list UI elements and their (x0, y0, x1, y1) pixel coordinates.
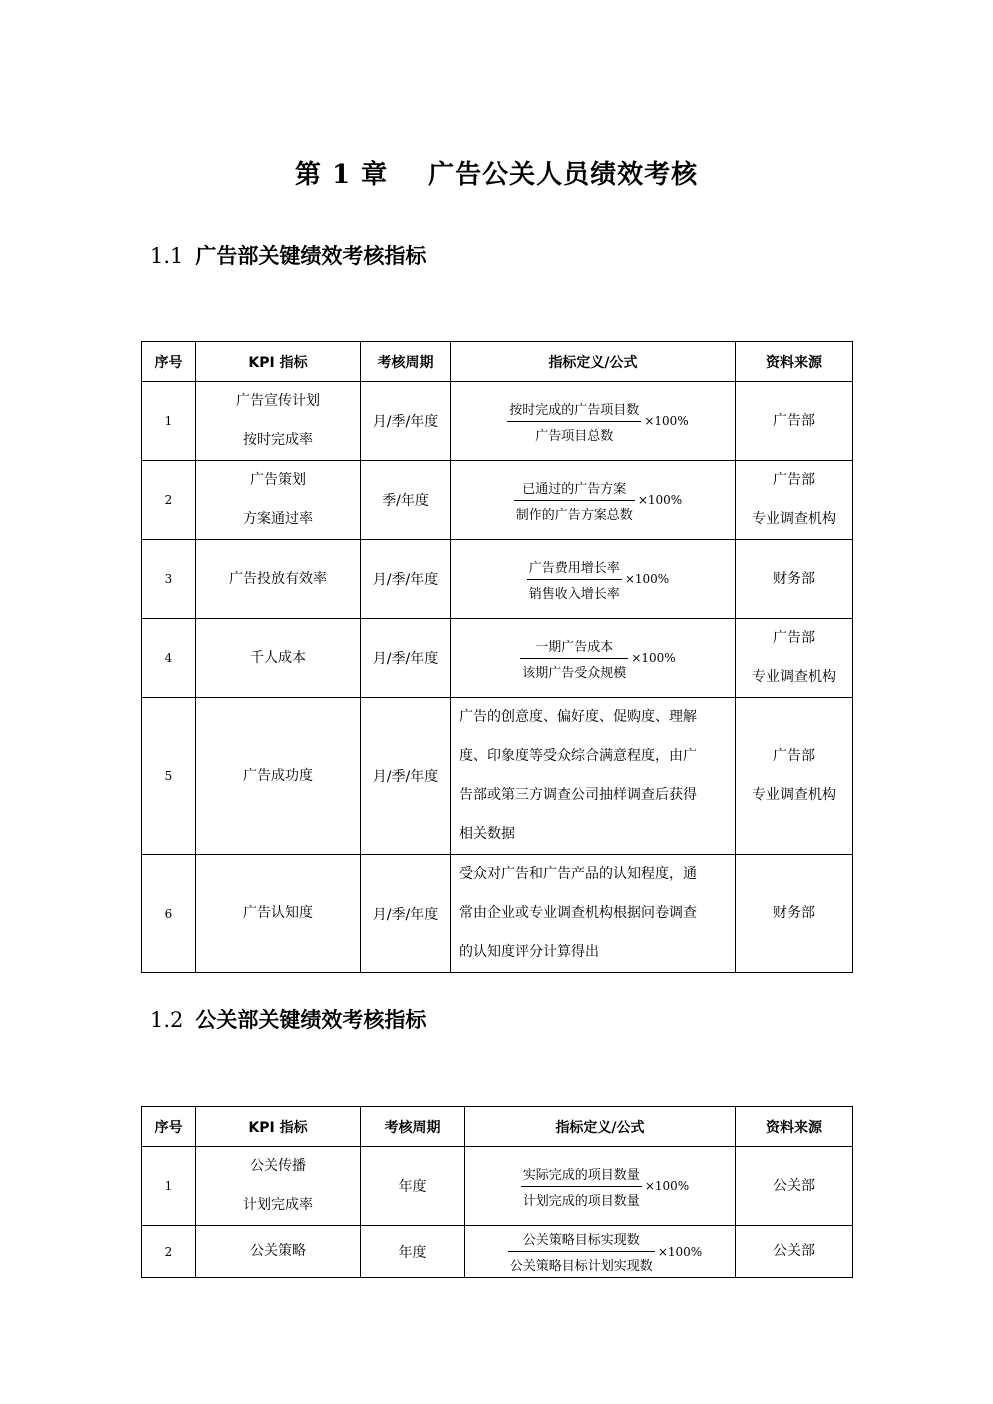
header-period: 考核周期 (361, 342, 451, 382)
definition-line: 相关数据 (459, 826, 515, 842)
chapter-name: 广告公关人员绩效考核 (428, 160, 699, 190)
formula-fraction (508, 1229, 655, 1274)
source-name-line: 公关部 (773, 1177, 815, 1194)
formula-numerator: 一期广告成本 (520, 636, 628, 659)
source-name-line: 专业调查机构 (752, 669, 836, 685)
formula (527, 557, 669, 602)
source-name (736, 1232, 852, 1271)
definition-line: 的认知度评分计算得出 (459, 944, 599, 960)
kpi-name (196, 639, 360, 678)
source-cell (736, 698, 853, 855)
header-seq: 序号 (142, 342, 196, 382)
period-value: 月/季/年度 (372, 906, 439, 923)
kpi-name-line: 广告认知度 (243, 905, 313, 921)
formula-multiplier: ×100% (644, 414, 689, 428)
chapter-number: 第 1 章 (294, 160, 389, 190)
seq-number: 4 (164, 651, 173, 665)
kpi-name-line: 方案通过率 (243, 511, 313, 527)
kpi-name-line: 广告成功度 (243, 767, 313, 784)
seq-number: 5 (164, 769, 173, 783)
source-cell (736, 382, 853, 461)
period-value: 年度 (398, 1179, 427, 1195)
period-cell (361, 1147, 465, 1226)
seq-cell (142, 461, 196, 540)
seq-number: 2 (164, 493, 173, 507)
definition-text (451, 698, 735, 854)
table-row (142, 855, 853, 973)
source-name (736, 461, 852, 539)
formula-fraction (520, 636, 628, 681)
kpi-name-line: 广告宣传计划 (236, 393, 320, 409)
kpi-name-line: 公关传播 (250, 1158, 306, 1174)
definition-cell (451, 619, 736, 698)
kpi-name (196, 382, 360, 460)
definition-text (451, 855, 735, 972)
period-value: 月/季/年度 (372, 769, 439, 785)
formula-multiplier: ×100% (644, 1179, 690, 1193)
formula-fraction (507, 399, 641, 444)
section-title-2 (150, 1004, 426, 1034)
kpi-name (196, 1232, 360, 1271)
source-name-line: 专业调查机构 (752, 787, 836, 803)
period-cell (361, 461, 451, 540)
formula-numerator: 公关策略目标实现数 (508, 1229, 655, 1252)
formula-denominator: 广告项目总数 (535, 428, 614, 444)
source-name-line: 广告部 (773, 412, 815, 429)
seq-cell (142, 382, 196, 461)
source-name-line: 财务部 (773, 570, 815, 587)
table-header-row (142, 1107, 853, 1147)
kpi-name-line: 千人成本 (250, 649, 306, 666)
source-cell (736, 1226, 853, 1278)
formula (508, 1229, 702, 1274)
formula (514, 478, 682, 523)
kpi-cell (196, 1147, 361, 1226)
kpi-name-line: 广告投放有效率 (229, 570, 327, 587)
definition-line: 受众对广告和广告产品的认知程度，通 (459, 866, 697, 882)
kpi-name (196, 757, 360, 796)
source-cell (736, 540, 853, 619)
kpi-cell (196, 540, 361, 619)
seq-cell (142, 855, 196, 973)
section-name: 广告部关键绩效考核指标 (195, 243, 427, 268)
period-cell (361, 382, 451, 461)
ad-kpi-table (141, 341, 853, 973)
seq-number: 6 (164, 906, 173, 921)
definition-cell (465, 1147, 736, 1226)
formula-multiplier: ×100% (637, 493, 683, 507)
table-row (142, 1226, 853, 1278)
source-name (736, 737, 852, 815)
formula-multiplier: ×100% (631, 651, 676, 665)
source-cell (736, 619, 853, 698)
period-cell (361, 540, 451, 619)
period-value: 年度 (398, 1244, 427, 1261)
table-row (142, 1147, 853, 1226)
formula (521, 1164, 689, 1209)
source-name-line: 公关部 (773, 1243, 815, 1259)
kpi-cell (196, 698, 361, 855)
source-cell (736, 1147, 853, 1226)
table-row (142, 619, 853, 698)
definition-cell (451, 461, 736, 540)
kpi-name (196, 894, 360, 933)
source-name-line: 广告部 (773, 630, 815, 646)
seq-number: 3 (164, 572, 173, 586)
period-cell (361, 855, 451, 973)
seq-cell (142, 619, 196, 698)
source-cell (736, 855, 853, 973)
formula-numerator: 实际完成的项目数量 (521, 1164, 642, 1187)
formula-multiplier: ×100% (624, 572, 670, 586)
seq-number: 1 (164, 1179, 173, 1193)
period-cell (361, 698, 451, 855)
formula-numerator: 按时完成的广告项目数 (507, 399, 641, 422)
formula-denominator: 销售收入增长率 (528, 586, 620, 602)
table-row (142, 461, 853, 540)
source-name-line: 广告部 (773, 472, 815, 488)
chapter-title (0, 154, 993, 191)
formula (520, 636, 675, 681)
kpi-cell (196, 382, 361, 461)
definition-cell (451, 855, 736, 973)
kpi-name-line: 计划完成率 (243, 1197, 313, 1213)
table-header-row (142, 342, 853, 382)
formula-multiplier: ×100% (657, 1244, 703, 1259)
definition-line: 告部或第三方调查公司抽样调查后获得 (459, 787, 697, 803)
table-row (142, 382, 853, 461)
period-value: 季/年度 (382, 493, 429, 509)
definition-cell (451, 382, 736, 461)
kpi-name (196, 560, 360, 599)
table-row (142, 540, 853, 619)
source-name (736, 560, 852, 599)
kpi-name (196, 461, 360, 539)
definition-cell (451, 698, 736, 855)
source-name (736, 894, 852, 933)
header-definition: 指标定义/公式 (465, 1107, 736, 1147)
source-name-line: 专业调查机构 (752, 511, 836, 527)
header-kpi: KPI 指标 (196, 342, 361, 382)
seq-cell (142, 540, 196, 619)
source-name (736, 402, 852, 441)
kpi-cell (196, 1226, 361, 1278)
header-period: 考核周期 (361, 1107, 465, 1147)
header-source: 资料来源 (736, 1107, 853, 1147)
definition-line: 常由企业或专业调查机构根据问卷调查 (459, 905, 697, 921)
formula-denominator: 计划完成的项目数量 (522, 1193, 640, 1209)
kpi-cell (196, 461, 361, 540)
source-name (736, 1167, 852, 1206)
section-title-1 (150, 240, 426, 270)
pr-kpi-table (141, 1106, 853, 1278)
formula-numerator: 已通过的广告方案 (514, 478, 635, 501)
seq-cell (142, 1147, 196, 1226)
kpi-name-line: 广告策划 (250, 472, 306, 488)
period-value: 月/季/年度 (372, 572, 439, 588)
section-name: 公关部关键绩效考核指标 (195, 1007, 427, 1032)
formula-fraction (521, 1164, 642, 1209)
seq-cell (142, 1226, 196, 1278)
kpi-name-line: 按时完成率 (243, 432, 313, 448)
period-value: 月/季/年度 (372, 414, 439, 430)
period-cell (361, 1226, 465, 1278)
table-row (142, 698, 853, 855)
header-kpi: KPI 指标 (196, 1107, 361, 1147)
definition-cell (451, 540, 736, 619)
kpi-cell (196, 855, 361, 973)
definition-line: 度、印象度等受众综合满意程度，由广 (459, 748, 697, 764)
header-source: 资料来源 (736, 342, 853, 382)
formula (507, 399, 688, 444)
seq-cell (142, 698, 196, 855)
definition-cell (465, 1226, 736, 1278)
section-number: 1.2 (150, 1008, 184, 1032)
header-definition: 指标定义/公式 (451, 342, 736, 382)
formula-numerator: 广告费用增长率 (527, 557, 622, 580)
seq-number: 1 (164, 414, 173, 428)
kpi-name (196, 1147, 360, 1225)
period-value: 月/季/年度 (372, 651, 439, 667)
formula-denominator: 制作的广告方案总数 (515, 507, 633, 523)
period-cell (361, 619, 451, 698)
formula-denominator: 该期广告受众规模 (522, 665, 627, 681)
formula-denominator: 公关策略目标计划实现数 (509, 1259, 653, 1274)
header-seq: 序号 (142, 1107, 196, 1147)
source-name (736, 619, 852, 697)
section-number: 1.1 (150, 244, 184, 268)
kpi-cell (196, 619, 361, 698)
source-name-line: 广告部 (773, 748, 815, 764)
formula-fraction (514, 478, 635, 523)
formula-fraction (527, 557, 622, 602)
source-name-line: 财务部 (773, 905, 815, 921)
kpi-name-line: 公关策略 (250, 1243, 306, 1259)
source-cell (736, 461, 853, 540)
seq-number: 2 (164, 1244, 173, 1259)
definition-line: 广告的创意度、偏好度、促购度、理解 (459, 709, 697, 725)
